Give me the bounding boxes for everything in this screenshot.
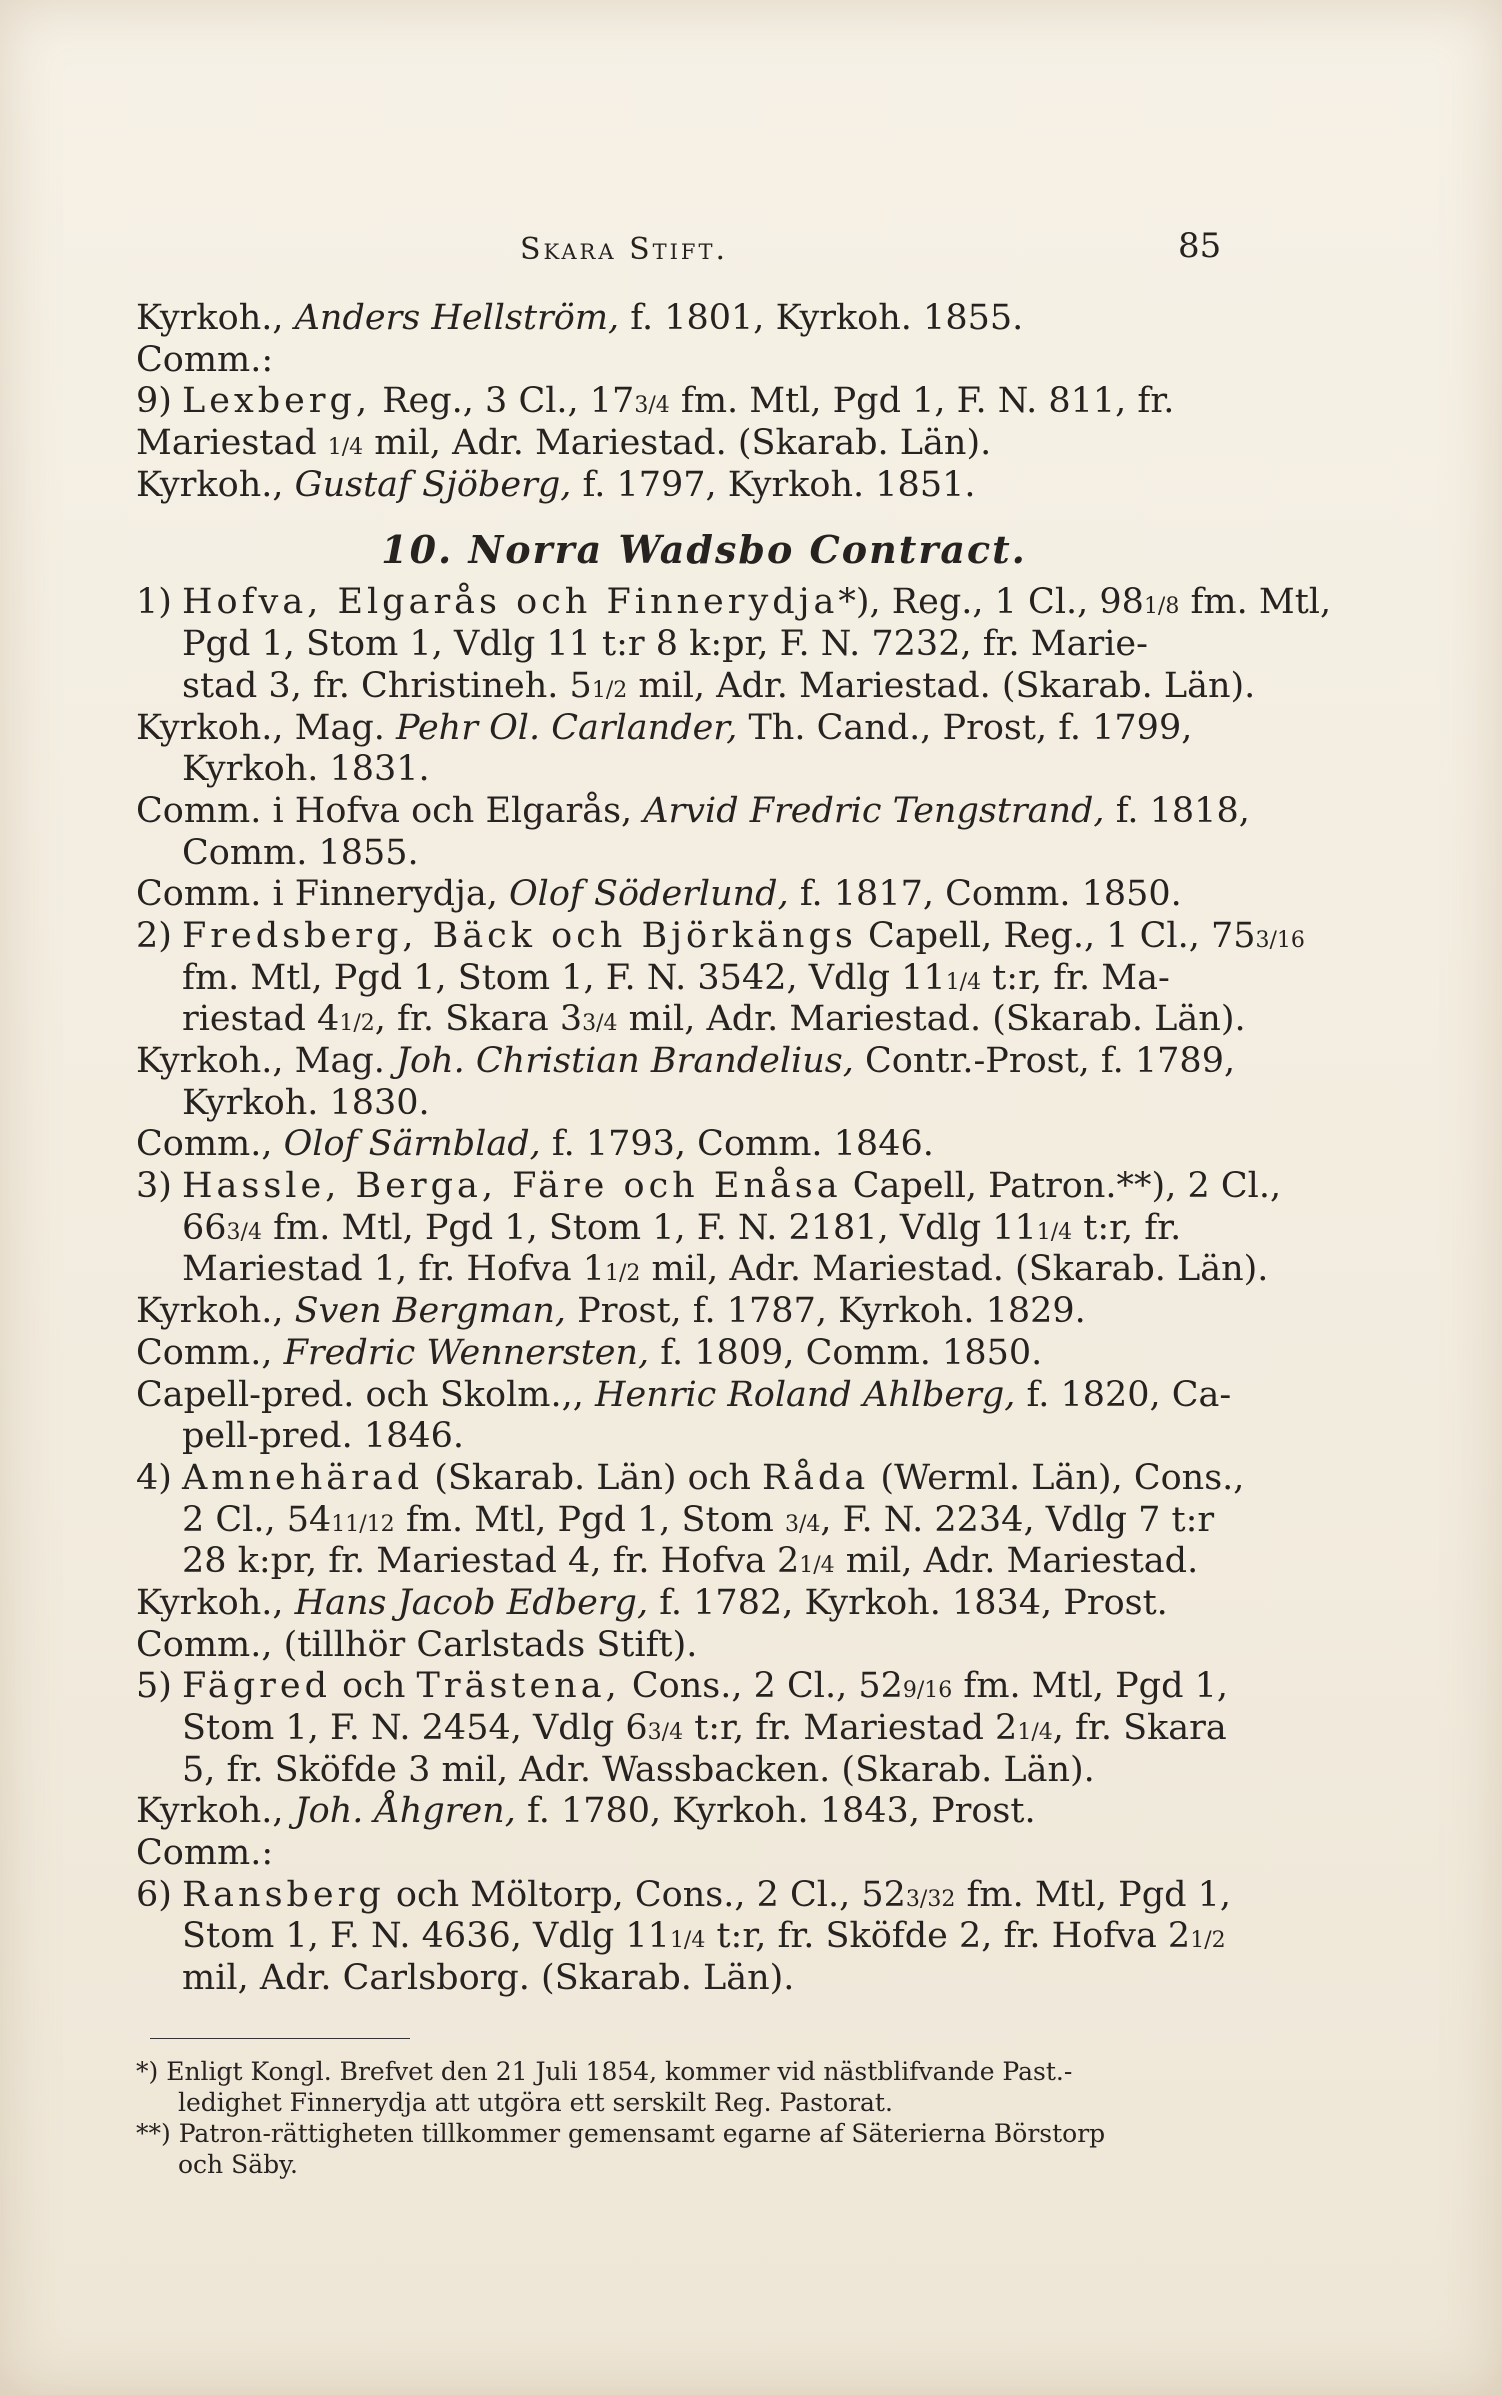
text-line: Comm. i Hofva och Elgarås, Arvid Fredric Tengstrand, f. 1818, <box>136 790 1250 831</box>
footnotes <box>136 2056 1272 2180</box>
entry-3: 3) Hassle, Berga, Färe och Enåsa Capell, Patron.**), 2 Cl., <box>136 1166 1282 1207</box>
text-line: Comm. i Finnerydja, Olof Söderlund, f. 1817, Comm. 1850. <box>136 874 1182 915</box>
footnote-1: *) Enligt Kongl. Brefvet den 21 Juli 1854, kommer vid nästblifvande Past.- <box>136 2057 1073 2086</box>
entry-1: 1) Hofva, Elgarås och Finnerydja*), Reg., 1 Cl., 981/8 fm. Mtl, <box>136 582 1332 623</box>
text-line: Kyrkoh. 1830. <box>182 1082 430 1123</box>
text-line: Mariestad 1, fr. Hofva 11/2 mil, Adr. Mariestad. (Skarab. Län). <box>182 1249 1269 1290</box>
text-line: Kyrkoh., Mag. Pehr Ol. Carlander, Th. Cand., Prost, f. 1799, <box>136 707 1193 748</box>
footnote-2-cont: och Säby. <box>178 2150 298 2179</box>
footnote-2: **) Patron-rättigheten tillkommer gemensamt egarne af Säterierna Börstorp <box>136 2119 1106 2148</box>
text-line: 28 k:pr, fr. Mariestad 4, fr. Hofva 21/4 mil, Adr. Mariestad. <box>182 1541 1199 1582</box>
text-line: stad 3, fr. Christineh. 51/2 mil, Adr. Mariestad. (Skarab. Län). <box>182 665 1256 706</box>
page-number: 85 <box>1178 226 1222 266</box>
entry-6: 6) Ransberg och Möltorp, Cons., 2 Cl., 523/32 fm. Mtl, Pgd 1, <box>136 1874 1232 1915</box>
text-line: Capell-pred. och Skolm.,, Henric Roland Ahlberg, f. 1820, Ca- <box>136 1374 1232 1415</box>
section-heading: 10. Norra Wadsbo Contract. <box>381 527 1027 573</box>
text-line: riestad 41/2, fr. Skara 33/4 mil, Adr. Mariestad. (Skarab. Län). <box>182 999 1246 1040</box>
footnote-1-cont: ledighet Finnerydja att utgöra ett serskilt Reg. Pastorat. <box>178 2088 893 2117</box>
text-line: Comm., (tillhör Carlstads Stift). <box>136 1624 698 1665</box>
text-line: mil, Adr. Carlsborg. (Skarab. Län). <box>182 1958 795 1999</box>
text-line: Kyrkoh. 1831. <box>182 749 430 790</box>
text-line: 2 Cl., 5411/12 fm. Mtl, Pgd 1, Stom 3/4, F. N. 2234, Vdlg 7 t:r <box>182 1499 1215 1540</box>
page-header <box>0 226 1502 282</box>
text-line: Kyrkoh., Anders Hellström, f. 1801, Kyrkoh. 1855. <box>136 298 1024 338</box>
text-line: Kyrkoh., Mag. Joh. Christian Brandelius, Contr.-Prost, f. 1789, <box>136 1041 1236 1081</box>
text-line: Mariestad 1/4 mil, Adr. Mariestad. (Skarab. Län). <box>136 423 992 464</box>
text-line: pell-pred. 1846. <box>182 1416 465 1457</box>
text-line: Stom 1, F. N. 2454, Vdlg 63/4 t:r, fr. Mariestad 21/4, fr. Skara <box>182 1708 1227 1748</box>
text-line: Comm.: <box>136 339 274 380</box>
main-text <box>136 298 1332 2000</box>
entry-9: 9) Lexberg, Reg., 3 Cl., 173/4 fm. Mtl, Pgd 1, F. N. 811, fr. <box>136 381 1175 422</box>
text-line: 5, fr. Sköfde 3 mil, Adr. Wassbacken. (Skarab. Län). <box>182 1749 1095 1790</box>
running-title: Skara Stift. <box>520 232 729 267</box>
text-line: Comm. 1855. <box>182 832 419 873</box>
text-line: Kyrkoh., Joh. Åhgren, f. 1780, Kyrkoh. 1843, Prost. <box>136 1791 1036 1832</box>
footnote-divider <box>150 2038 410 2039</box>
text-line: 663/4 fm. Mtl, Pgd 1, Stom 1, F. N. 2181, Vdlg 111/4 t:r, fr. <box>182 1207 1182 1248</box>
entry-2: 2) Fredsberg, Bäck och Björkängs Capell, Reg., 1 Cl., 753/16 <box>136 915 1305 956</box>
entry-4: 4) Amnehärad (Skarab. Län) och Råda (Werml. Län), Cons., <box>136 1457 1245 1498</box>
text-line: Comm.: <box>136 1833 274 1874</box>
text-line: fm. Mtl, Pgd 1, Stom 1, F. N. 3542, Vdlg 111/4 t:r, fr. Ma- <box>182 957 1170 998</box>
text-line: Comm., Olof Särnblad, f. 1793, Comm. 1846. <box>136 1124 934 1165</box>
text-line: Stom 1, F. N. 4636, Vdlg 111/4 t:r, fr. Sköfde 2, fr. Hofva 21/2 <box>182 1916 1226 1957</box>
text-line: Kyrkoh., Sven Bergman, Prost, f. 1787, Kyrkoh. 1829. <box>136 1291 1086 1332</box>
text-line: Pgd 1, Stom 1, Vdlg 11 t:r 8 k:pr, F. N. 7232, fr. Marie- <box>182 624 1148 665</box>
text-line: Kyrkoh., Hans Jacob Edberg, f. 1782, Kyrkoh. 1834, Prost. <box>136 1582 1168 1623</box>
text-line: Kyrkoh., Gustaf Sjöberg, f. 1797, Kyrkoh. 1851. <box>136 464 976 505</box>
text-line: Comm., Fredric Wennersten, f. 1809, Comm. 1850. <box>136 1332 1043 1373</box>
entry-5: 5) Fägred och Trästena, Cons., 2 Cl., 529/16 fm. Mtl, Pgd 1, <box>136 1666 1229 1707</box>
